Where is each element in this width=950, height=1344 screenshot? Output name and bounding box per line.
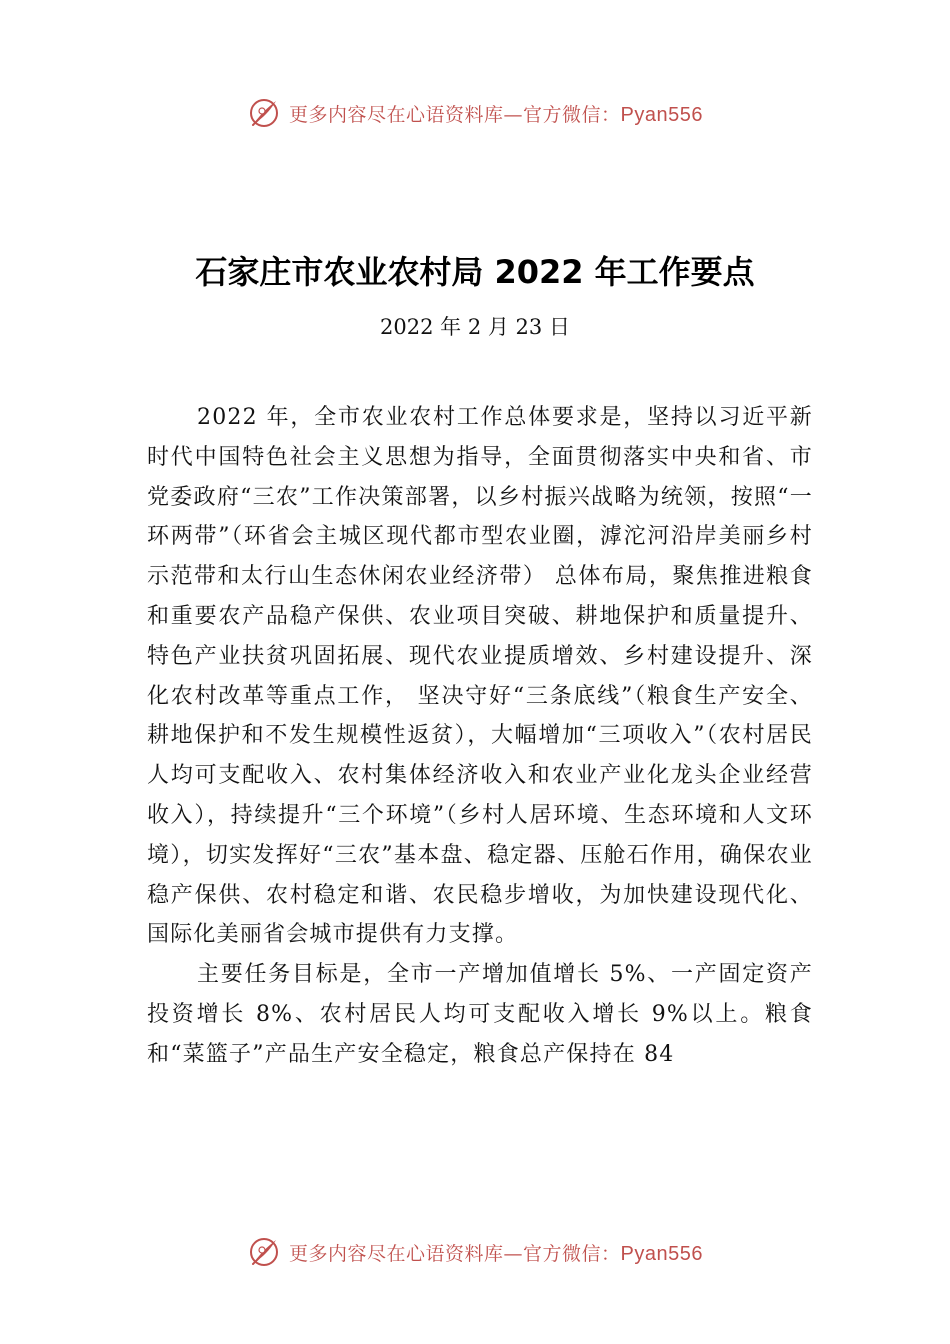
watermark-text: 更多内容尽在心语资料库—官方微信：Pyan556 bbox=[289, 103, 703, 126]
header-watermark bbox=[0, 93, 950, 133]
watermark-text: 更多内容尽在心语资料库—官方微信：Pyan556 bbox=[289, 1242, 703, 1265]
document-date: 2022 年 2 月 23 日 bbox=[380, 315, 570, 339]
body-paragraph: 2022 年，全市农业农村工作总体要求是，坚持以习近平新时代中国特色社会主义思想为指导，全面贯彻落实中央和省、市党委政府“三农”工作决策部署，以乡村振兴战略为统领，按照“一环两带”（环省会主城区现代都市型农业圈，滹沱河沿岸美丽乡村示范带和太行山生态休闲农业经济带） 总体布局，聚焦推进粮食和重要农产品稳产保供、农业项目突破、耕地保护和质量提升、特色产业扶贫巩固拓展、现代农业提质增效、乡村建设提升、深化农村改革等重点工作， 坚决守好“三条底线”（粮食生产安全、耕地保护和不发生规模性返贫），大幅增加“三项收入”（农村居民人均可支配收入、农村集体经济收入和农业产业化龙头企业经营收入），持续提升“三个环境”（乡村人居环境、生态环境和人文环境），切实发挥好“三农”基本盘、稳定器、压舱石作用，确保农业稳产保供、农村稳定和谐、农民稳步增收，为加快建设现代化、国际化美丽省会城市提供有力支撑。 bbox=[147, 405, 813, 948]
quill-logo-icon bbox=[247, 96, 281, 130]
quill-logo-icon bbox=[247, 1235, 281, 1269]
wechat-id: Pyan556 bbox=[620, 1242, 703, 1265]
wechat-id: Pyan556 bbox=[620, 103, 703, 126]
document-title: 石家庄市农业农村局 2022 年工作要点 bbox=[195, 253, 755, 291]
body-paragraph: 主要任务目标是，全市一产增加值增长 5%、一产固定资产投资增长 8%、农村居民人均可支配收入增长 9%以上。粮食和“菜篮子”产品生产安全稳定，粮食总产保持在 84 bbox=[147, 962, 813, 1067]
footer-watermark bbox=[0, 1232, 950, 1272]
document-body bbox=[147, 398, 813, 1075]
